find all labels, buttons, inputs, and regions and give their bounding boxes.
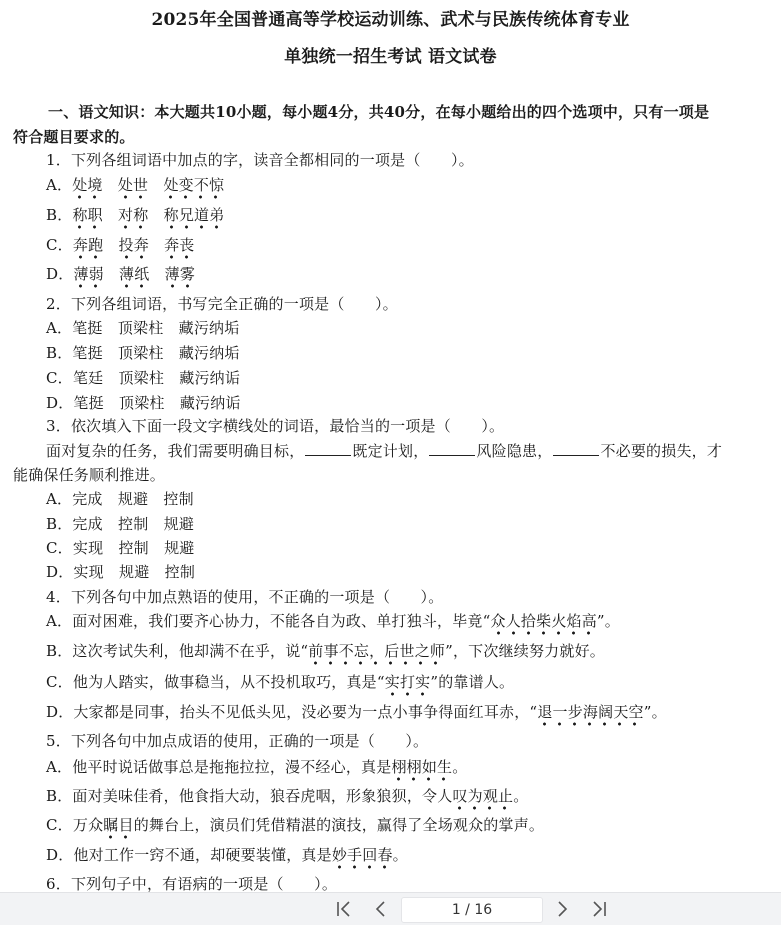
last-page-icon xyxy=(587,897,613,921)
last-page-button[interactable] xyxy=(587,897,613,921)
previous-page-button[interactable] xyxy=(367,897,393,921)
q2-option-c: C．笔廷 顶梁柱 藏污纳诟 xyxy=(46,369,241,387)
first-page-button[interactable] xyxy=(330,897,356,921)
q1-option-d: D．薄弱 薄纸 薄雾 xyxy=(46,264,195,284)
q2-option-a: A．笔挺 顶梁柱 藏污纳垢 xyxy=(46,319,240,337)
q6-stem: 6．下列句子中，有语病的一项是（ ）。 xyxy=(46,875,338,892)
next-page-button[interactable] xyxy=(550,897,576,921)
q1-option-a: A．处境 处世 处变不惊 xyxy=(46,175,224,195)
fill-blank-1 xyxy=(305,440,351,456)
q4-option-c: C．他为人踏实，做事稳当，从不投机取巧，真是“实打实”的靠谱人。 xyxy=(46,672,514,692)
exam-title: 2025年全国普通高等学校运动训练、武术与民族传统体育专业 xyxy=(151,10,630,30)
section-heading-cont: 符合题目要求的。 xyxy=(13,128,135,146)
q3-option-c: C．实现 控制 规避 xyxy=(46,539,195,557)
chevron-right-icon xyxy=(550,897,576,921)
q3-option-b: B．完成 控制 规避 xyxy=(46,515,195,533)
fill-blank-3 xyxy=(553,440,599,456)
q3-passage: 面对复杂的任务，我们需要明确目标， 既定计划， 风险隐患， 不必要的损失，才 xyxy=(46,442,723,460)
q1-option-c: C．奔跑 投奔 奔丧 xyxy=(46,235,195,255)
q4-option-b: B．这次考试失利，他却满不在乎，说“前事不忘，后世之师”，下次继续努力就好。 xyxy=(46,641,605,661)
first-page-icon xyxy=(330,897,356,921)
q3-stem: 3．依次填入下面一段文字横线处的词语，最恰当的一项是（ ）。 xyxy=(46,417,505,435)
q4-stem: 4．下列各句中加点熟语的使用，不正确的一项是（ ）。 xyxy=(46,588,444,606)
q3-option-a: A．完成 规避 控制 xyxy=(46,490,194,508)
chevron-left-icon xyxy=(367,897,393,921)
q5-option-b: B．面对美味佳肴，他食指大动，狼吞虎咽，形象狼狈，令人叹为观止。 xyxy=(46,786,528,806)
q3-passage-cont: 能确保任务顺利推进。 xyxy=(13,466,166,484)
q5-option-a: A．他平时说话做事总是拖拖拉拉，漫不经心，真是栩栩如生。 xyxy=(46,757,467,777)
q4-option-a: A．面对困难，我们要齐心协力，不能各自为政、单打独斗，毕竟“众人拾柴火焰高”。 xyxy=(46,611,620,631)
q5-option-d: D．他对工作一窍不通，却硬要装懂，真是妙手回春。 xyxy=(46,845,408,865)
q2-stem: 2．下列各组词语，书写完全正确的一项是（ ）。 xyxy=(46,295,398,313)
fill-blank-2 xyxy=(429,440,475,456)
page-navigation-bar xyxy=(0,892,781,925)
q5-stem: 5．下列各句中加点成语的使用，正确的一项是（ ）。 xyxy=(46,732,429,750)
q1-option-b: B．称职 对称 称兄道弟 xyxy=(46,205,224,225)
section-heading: 一、语文知识：本大题共10小题，每小题4分，共40分，在每小题给出的四个选项中，只有一项是 xyxy=(48,103,710,121)
q4-option-d: D．大家都是同事，抬头不见低头见，没必要为一点小事争得面红耳赤，“退一步海阔天空”。 xyxy=(46,702,667,722)
exam-subtitle: 单独统一招生考试 语文试卷 xyxy=(284,47,497,67)
q5-option-c: C．万众瞩目的舞台上，演员们凭借精湛的演技，赢得了全场观众的掌声。 xyxy=(46,815,544,835)
q2-option-d: D．笔挺 顶梁柱 藏污纳诟 xyxy=(46,394,241,412)
q2-option-b: B．笔挺 顶梁柱 藏污纳垢 xyxy=(46,344,240,362)
q3-option-d: D．实现 规避 控制 xyxy=(46,563,196,581)
page-indicator[interactable]: 1 / 16 xyxy=(401,897,543,923)
q1-stem: 1．下列各组词语中加点的字，读音全都相同的一项是（ ）。 xyxy=(46,151,474,169)
